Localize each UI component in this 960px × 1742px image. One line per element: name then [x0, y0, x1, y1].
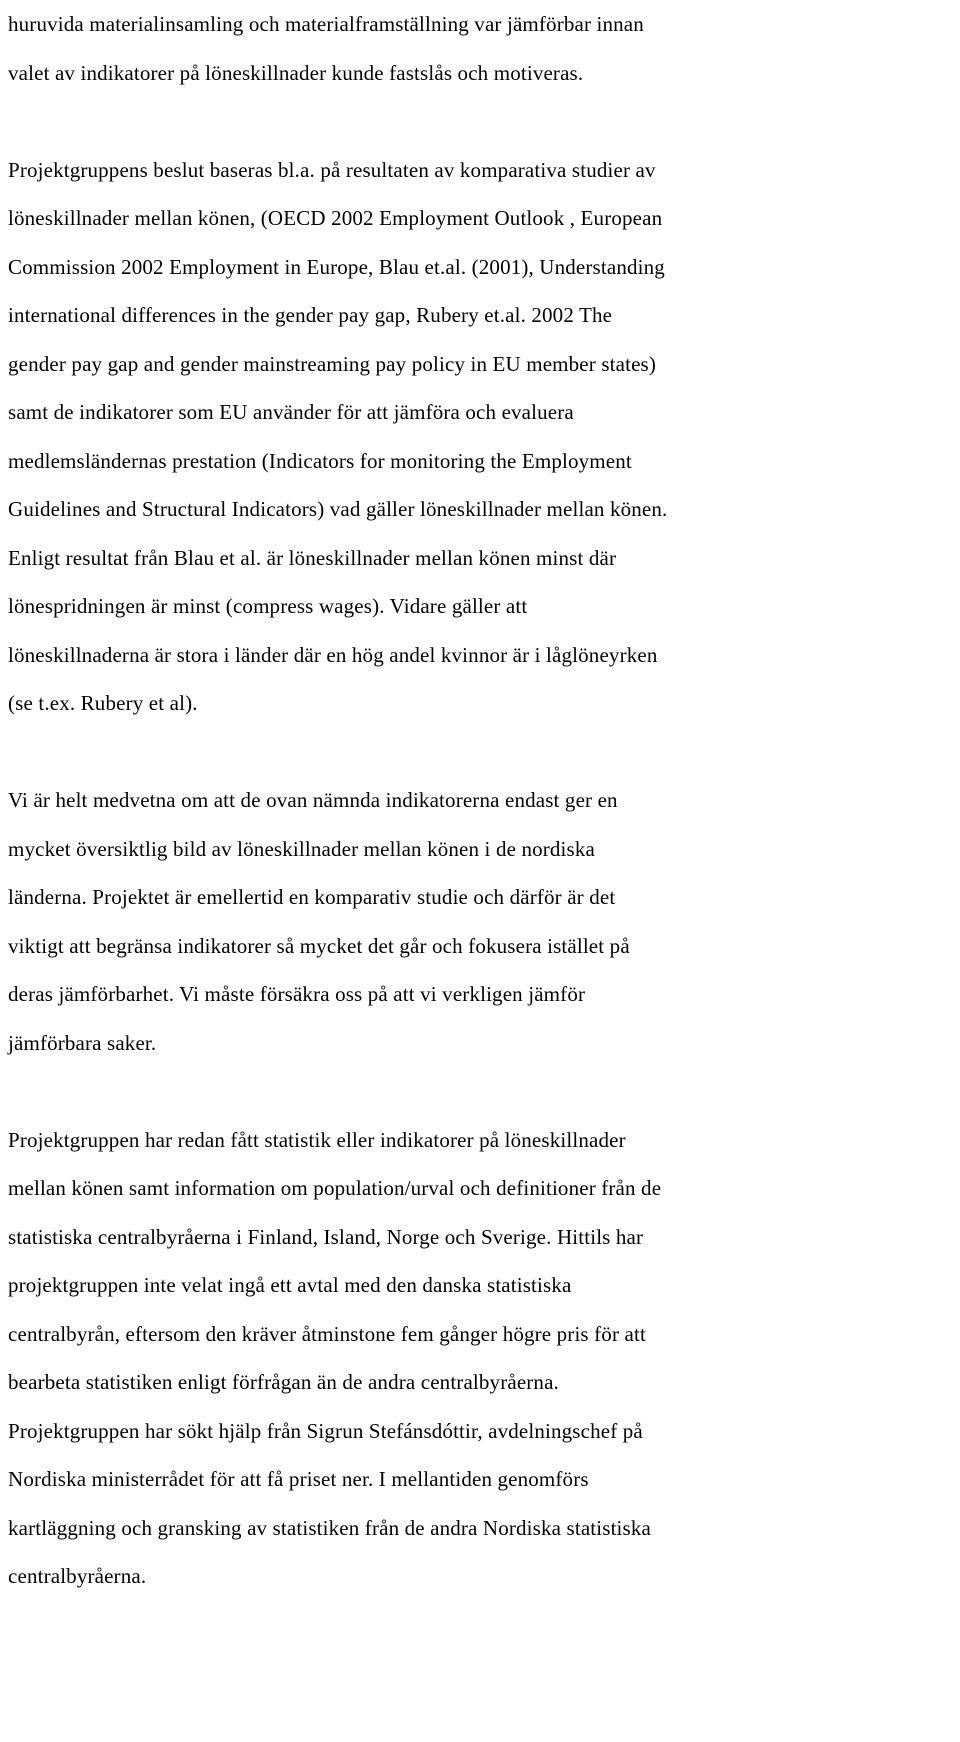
text-line: centralbyrån, eftersom den kräver åtminstone fem gånger högre pris för att	[8, 1321, 646, 1346]
paragraph-3	[8, 776, 958, 1067]
text-line: Nordiska ministerrådet för att få priset ner. I mellantiden genomförs	[8, 1467, 589, 1491]
paragraph-spacer	[8, 728, 958, 777]
text-line: viktigt att begränsa indikatorer så mycket det går och fokusera istället på	[8, 933, 630, 958]
text-line: projektgruppen inte velat ingå ett avtal med den danska statistiska	[8, 1273, 572, 1297]
text-line: mycket översiktlig bild av löneskillnader mellan könen i de nordiska	[8, 836, 595, 861]
text-line: mellan könen samt information om population/urval och definitioner från de	[8, 1176, 662, 1200]
text-line: samt de indikatorer som EU använder för att jämföra och evaluera	[8, 400, 574, 424]
paragraph-4	[8, 1116, 958, 1601]
text-line: gender pay gap and gender mainstreaming pay policy in EU member states)	[8, 351, 657, 376]
text-line: jämförbara saker.	[8, 1030, 157, 1055]
paragraph-spacer	[8, 1067, 958, 1116]
text-line: Vi är helt medvetna om att de ovan nämnda indikatorerna endast ger en	[8, 788, 618, 812]
paragraph-1	[8, 0, 958, 97]
text-line: (se t.ex. Rubery et al).	[8, 691, 198, 715]
paragraph-spacer	[8, 97, 958, 146]
text-line: lönespridningen är minst (compress wages). Vidare gäller att	[8, 594, 528, 618]
text-line: Projektgruppens beslut baseras bl.a. på resultaten av komparativa studier av	[8, 157, 656, 182]
text-line: centralbyråerna.	[8, 1564, 147, 1588]
text-line: Projektgruppen har sökt hjälp från Sigrun Stefánsdóttir, avdelningschef på	[8, 1418, 643, 1443]
text-line: länderna. Projektet är emellertid en komparativ studie och därför är det	[8, 885, 616, 909]
text-line: huruvida materialinsamling och materialframställning var jämförbar innan	[8, 12, 644, 36]
text-line: Guidelines and Structural Indicators) vad gäller löneskillnader mellan könen.	[8, 497, 668, 521]
text-line: bearbeta statistiken enligt förfrågan än de andra centralbyråerna.	[8, 1370, 559, 1394]
document-page	[8, 0, 958, 1601]
text-line: Projektgruppen har redan fått statistik eller indikatorer på löneskillnader	[8, 1127, 626, 1152]
text-line: Enligt resultat från Blau et al. är löneskillnader mellan könen minst där	[8, 545, 617, 570]
text-line: deras jämförbarhet. Vi måste försäkra oss på att vi verkligen jämför	[8, 982, 586, 1006]
text-line: Commission 2002 Employment in Europe, Blau et.al. (2001), Understanding	[8, 254, 665, 279]
text-line: medlemsländernas prestation (Indicators for monitoring the Employment	[8, 448, 632, 473]
text-line: statistiska centralbyråerna i Finland, Island, Norge och Sverige. Hittils har	[8, 1224, 644, 1249]
paragraph-2	[8, 146, 958, 728]
text-line: valet av indikatorer på löneskillnader kunde fastslås och motiveras.	[8, 60, 584, 85]
text-line: löneskillnader mellan könen, (OECD 2002 Employment Outlook , European	[8, 206, 663, 230]
text-line: international differences in the gender pay gap, Rubery et.al. 2002 The	[8, 303, 613, 327]
text-line: löneskillnaderna är stora i länder där en hög andel kvinnor är i låglöneyrken	[8, 642, 658, 667]
text-line: kartläggning och gransking av statistiken från de andra Nordiska statistiska	[8, 1515, 651, 1540]
